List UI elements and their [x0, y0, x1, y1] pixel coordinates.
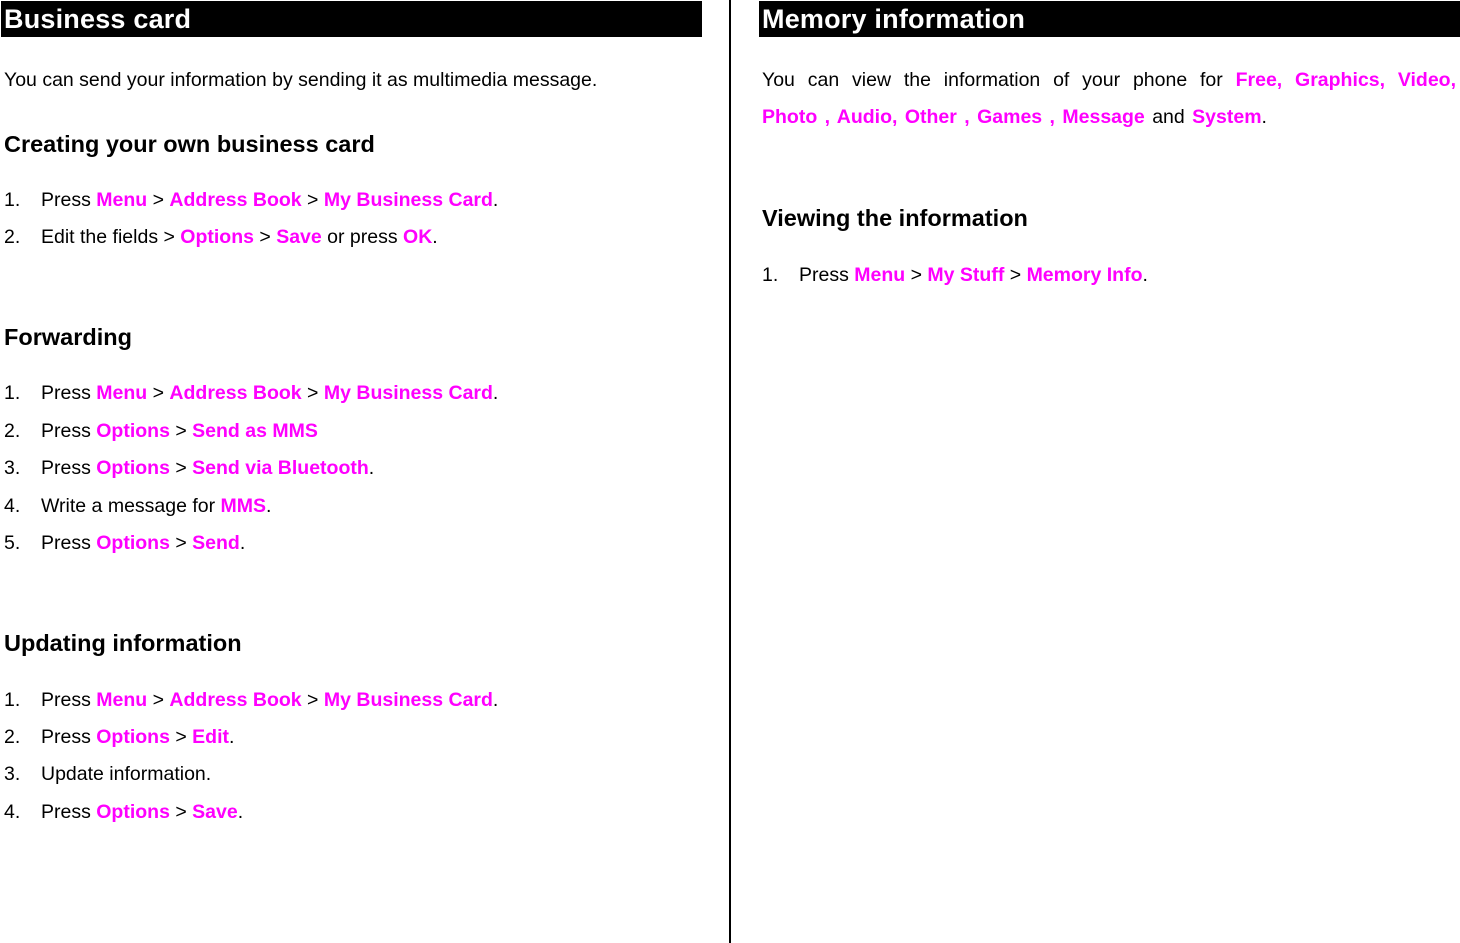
- step-number: 2.: [4, 726, 21, 748]
- step-text: Edit the fields >: [41, 226, 181, 248]
- step-number: 4.: [4, 801, 21, 823]
- step-text: .: [492, 189, 499, 211]
- section-heading: Viewing the information: [762, 205, 1028, 231]
- step-text: Press: [41, 726, 97, 748]
- menu-path-term: Address Book: [169, 382, 302, 404]
- menu-path-term: Free, Graphics, Video, Photo , Audio, Other , Games , Message: [762, 69, 1456, 128]
- step-text: Press: [41, 689, 97, 711]
- step-text: >: [147, 382, 170, 404]
- step-text: >: [301, 382, 324, 404]
- step-number: 4.: [4, 495, 21, 517]
- step-text: .: [229, 726, 235, 748]
- menu-path-term: Address Book: [169, 689, 302, 711]
- step-text: >: [147, 189, 170, 211]
- right-column: [758, 0, 1460, 943]
- step-text: >: [169, 532, 193, 554]
- step-text: .: [266, 495, 272, 517]
- menu-path-term: Menu: [96, 189, 148, 211]
- intro-paragraph: [762, 62, 1456, 136]
- step-text: Press: [41, 189, 97, 211]
- step-text: >: [169, 726, 193, 748]
- column-divider: [729, 0, 731, 943]
- menu-path-term: Options: [96, 457, 170, 479]
- step-number: 3.: [4, 457, 21, 479]
- step-text: >: [253, 226, 277, 248]
- step-text: >: [169, 457, 193, 479]
- step-text: >: [905, 264, 928, 286]
- step-text: Press: [41, 532, 97, 554]
- step-number: 1.: [4, 382, 21, 404]
- menu-path-term: Options: [96, 801, 170, 823]
- step-text: Press: [41, 420, 97, 442]
- step-item: [4, 418, 318, 444]
- menu-path-term: Save: [192, 801, 238, 823]
- menu-path-term: My Business Card: [323, 382, 493, 404]
- step-text: or press: [321, 226, 404, 248]
- section-title-bar: Memory information: [759, 1, 1460, 37]
- menu-path-term: OK: [403, 226, 433, 248]
- step-number: 1.: [4, 689, 21, 711]
- step-text: .: [432, 226, 438, 248]
- step-text: >: [1004, 264, 1027, 286]
- menu-path-term: Send as MMS: [192, 420, 318, 442]
- menu-path-term: Menu: [96, 382, 148, 404]
- menu-path-term: Address Book: [169, 189, 302, 211]
- step-text: .: [492, 382, 499, 404]
- step-text: >: [147, 689, 170, 711]
- menu-path-term: Send via Bluetooth: [192, 457, 369, 479]
- step-text: .: [1261, 106, 1267, 128]
- section-title-bar: Business card: [1, 1, 702, 37]
- menu-path-term: My Stuff: [927, 264, 1005, 286]
- step-text: >: [301, 689, 324, 711]
- step-number: 5.: [4, 532, 21, 554]
- step-text: Update information.: [41, 763, 212, 785]
- menu-path-term: Menu: [96, 689, 148, 711]
- step-text: .: [237, 801, 244, 823]
- menu-path-term: Options: [180, 226, 254, 248]
- step-number: 2.: [4, 420, 21, 442]
- step-text: .: [492, 689, 499, 711]
- menu-path-term: Options: [96, 532, 170, 554]
- step-text: >: [301, 189, 324, 211]
- step-number: 1.: [4, 189, 21, 211]
- left-column: [0, 0, 702, 943]
- menu-path-term: Edit: [192, 726, 230, 748]
- menu-path-term: Send: [192, 532, 240, 554]
- step-item: [4, 380, 498, 406]
- menu-path-term: Options: [96, 420, 170, 442]
- step-text: Press: [799, 264, 855, 286]
- step-item: [4, 493, 271, 519]
- section-heading: Forwarding: [4, 324, 132, 350]
- menu-path-term: Save: [276, 226, 322, 248]
- step-text: Press: [41, 801, 97, 823]
- intro-paragraph: You can send your information by sending it as multimedia message.: [4, 69, 598, 91]
- step-text: .: [1142, 264, 1148, 286]
- section-heading: Updating information: [4, 630, 242, 656]
- step-item: [4, 187, 498, 213]
- step-text: >: [169, 801, 193, 823]
- step-text: >: [169, 420, 193, 442]
- step-item: [4, 799, 243, 825]
- step-number: 3.: [4, 763, 21, 785]
- step-text: .: [368, 457, 375, 479]
- menu-path-term: My Business Card: [323, 189, 493, 211]
- step-item: [762, 262, 1148, 288]
- step-item: [4, 455, 374, 481]
- step-text: Press: [41, 457, 97, 479]
- menu-path-term: Memory Info: [1026, 264, 1143, 286]
- step-number: 1.: [762, 264, 779, 286]
- menu-path-term: Menu: [854, 264, 906, 286]
- menu-path-term: My Business Card: [323, 689, 493, 711]
- step-text: .: [239, 532, 246, 554]
- step-number: 2.: [4, 226, 21, 248]
- step-text: and: [1144, 106, 1193, 128]
- step-item: [4, 687, 498, 713]
- step-item: [4, 724, 234, 750]
- menu-path-term: Options: [96, 726, 170, 748]
- section-heading: Creating your own business card: [4, 131, 375, 157]
- step-text: You can view the information of your phone for: [762, 69, 1236, 91]
- step-text: Write a message for: [41, 495, 221, 517]
- step-text: Press: [41, 382, 97, 404]
- step-item: [4, 224, 438, 250]
- step-item: [4, 530, 245, 556]
- step-item: [4, 761, 211, 787]
- menu-path-term: System: [1192, 106, 1262, 128]
- menu-path-term: MMS: [220, 495, 267, 517]
